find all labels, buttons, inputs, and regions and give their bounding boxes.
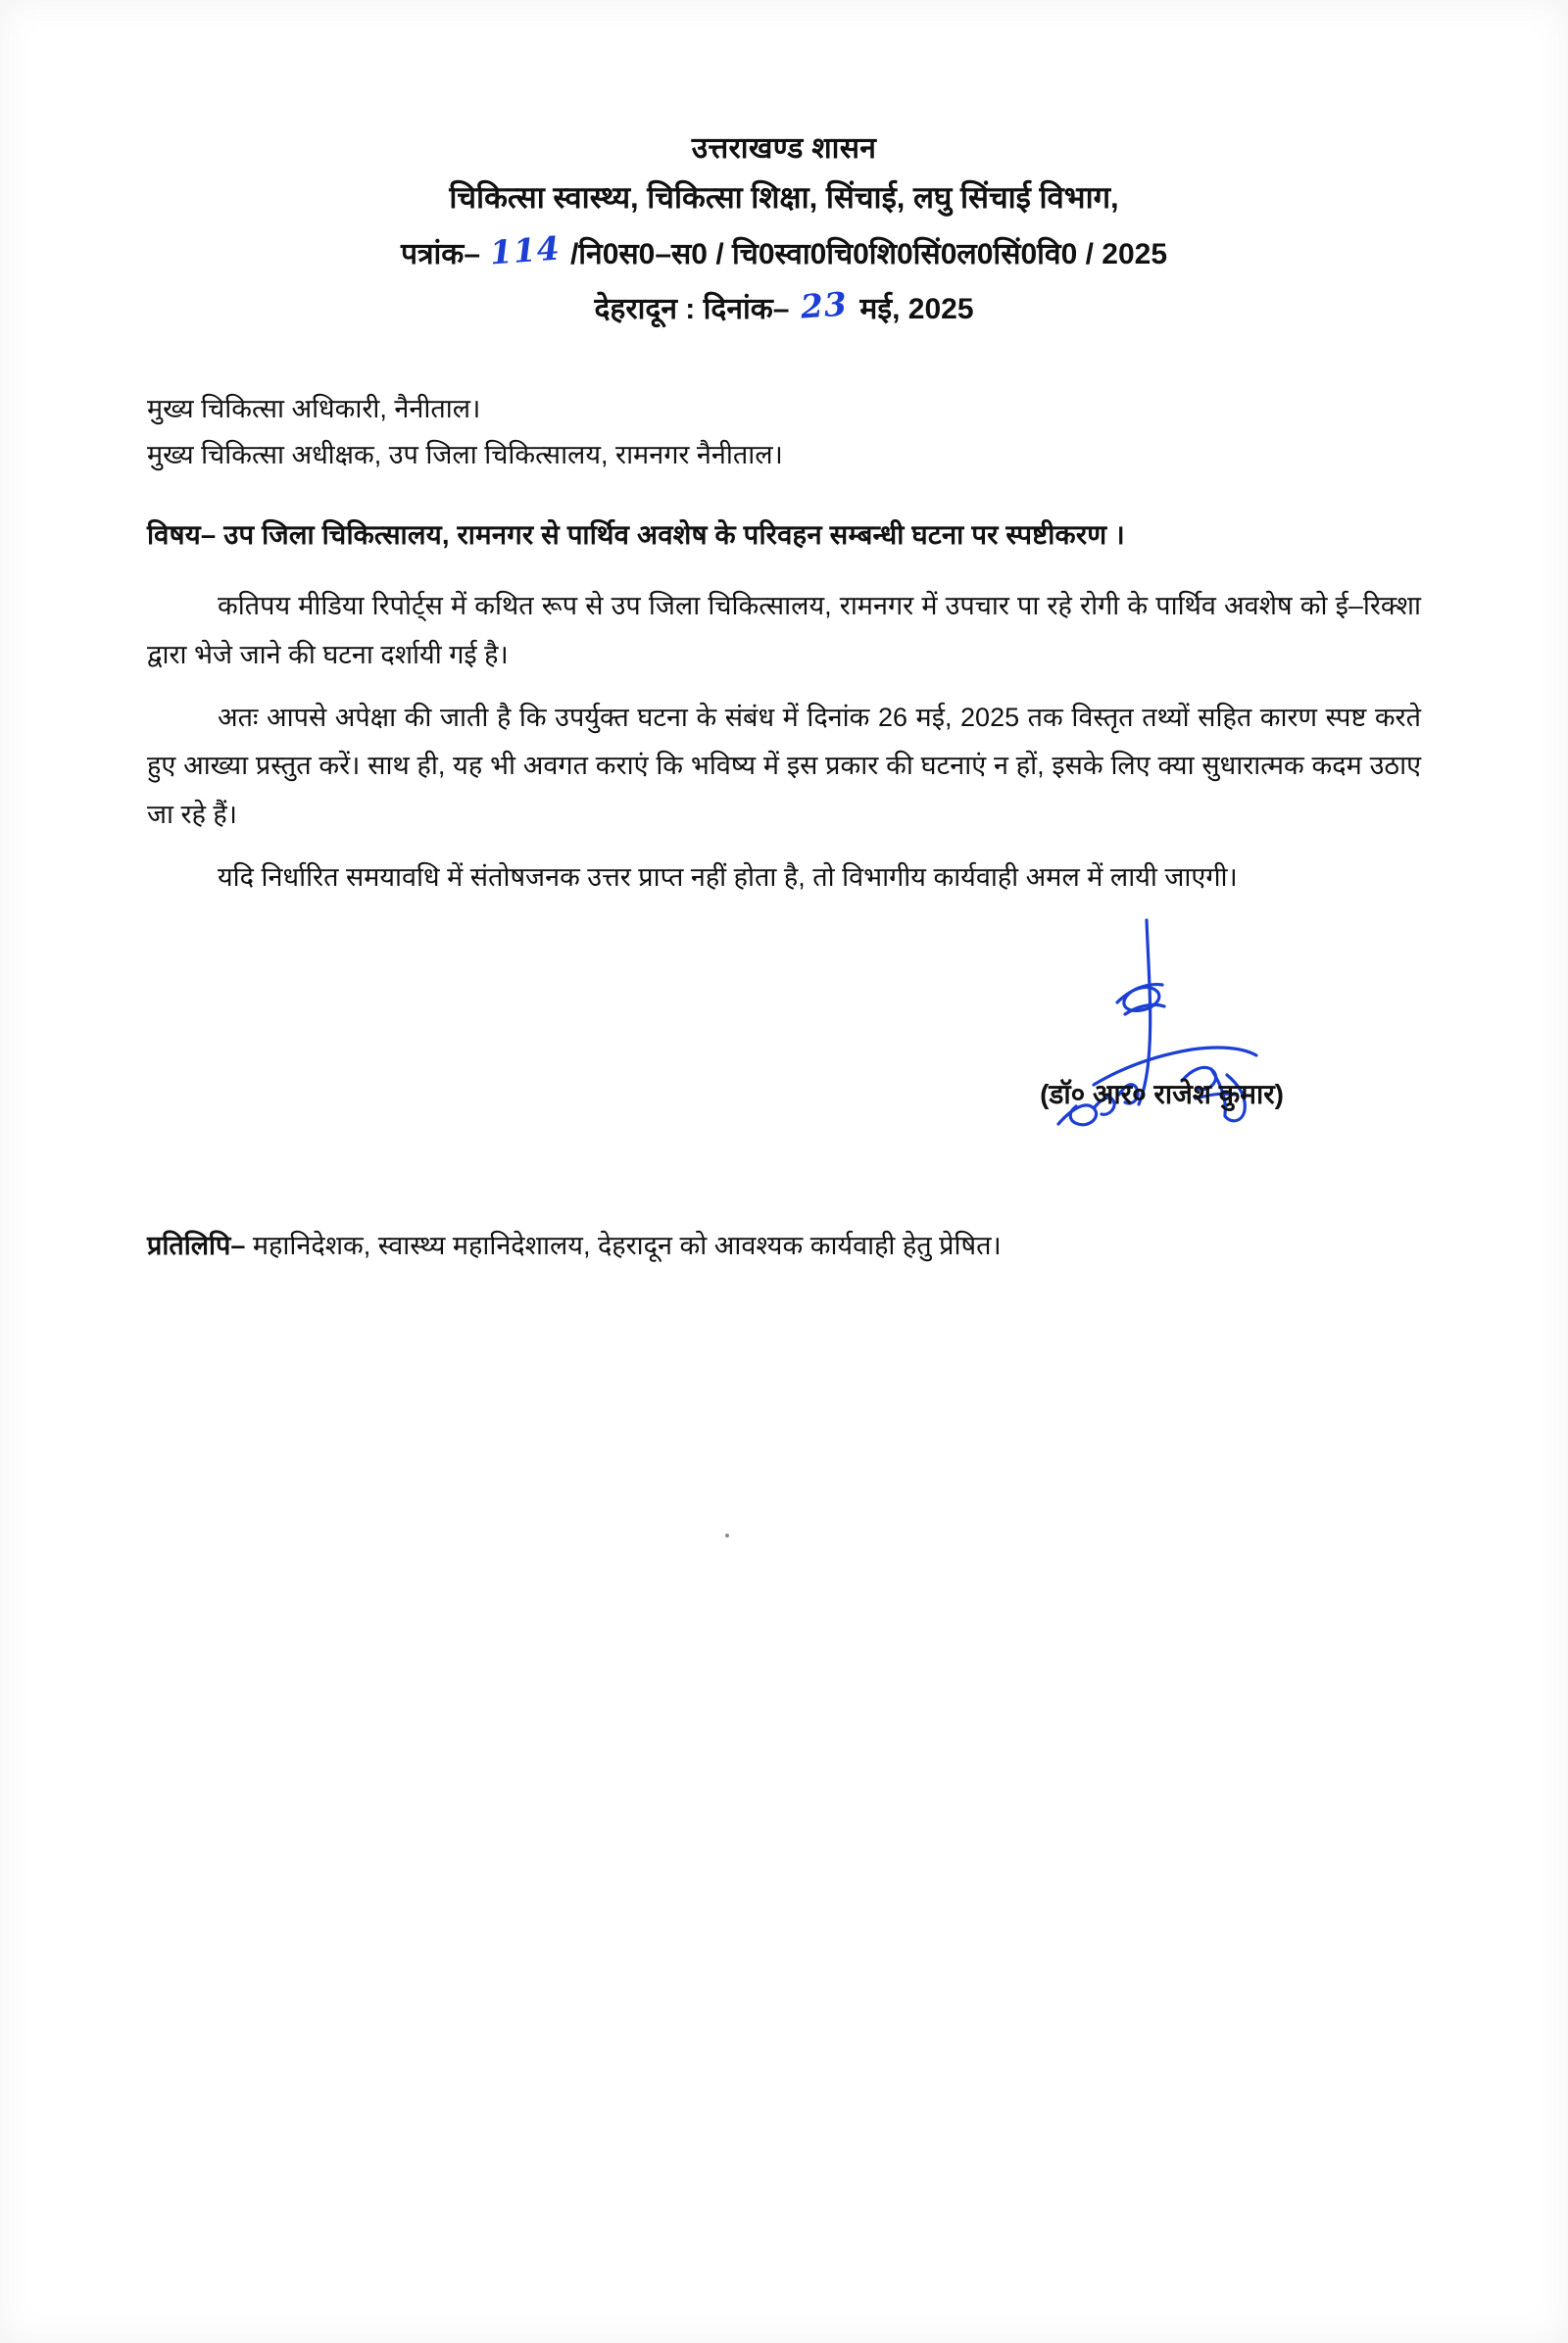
place-date-line xyxy=(147,284,1421,331)
date-handwritten: 23 xyxy=(800,284,850,326)
copy-to-line xyxy=(147,1226,1421,1262)
department-name: चिकित्सा स्वास्थ्य, चिकित्सा शिक्षा, सिंचाई, लघु सिंचाई विभाग, xyxy=(449,179,1119,215)
body-paragraph: अतः आपसे अपेक्षा की जाती है कि उपर्युक्त घटना के संबंध में दिनांक 26 मई, 2025 तक विस्तृत तथ्यों सहित कारण स्पष्ट करते हुए आख्या प्रस्तुत करें। साथ ही, यह भी अवगत कराएं कि भविष्य में इस प्रकार की घटनाएं न हों, इसके लिए क्या सुधारात्मक कदम उठाए जा रहे हैं। xyxy=(147,702,1421,830)
letterhead xyxy=(147,127,1421,331)
body-paragraph: कतिपय मीडिया रिपोर्ट्स में कथित रूप से उप जिला चिकित्सालय, रामनगर में उपचार पा रहे रोगी के पार्थिव अवशेष को ई–रिक्शा द्वारा भेजे जाने की घटना दर्शायी गई है। xyxy=(147,590,1421,669)
scan-artifact-dot xyxy=(725,1534,729,1538)
government-name: उत्तराखण्ड शासन xyxy=(691,132,877,165)
addressee-line: मुख्य चिकित्सा अधीक्षक, उप जिला चिकित्सालय, रामनगर नैनीताल। xyxy=(147,440,783,470)
document-content xyxy=(147,127,1421,1262)
subject-line: विषय– उप जिला चिकित्सालय, रामनगर से पार्थिव अवशेष के परिवहन सम्बन्धी घटना पर स्पष्टीकरण । xyxy=(147,518,1125,550)
place-date-label: देहरादून : दिनांक– xyxy=(594,293,790,326)
letter-number-rest: /नि0स0–स0 / चि0स्वा0चि0शि0सिं0ल0सिं0वि0 / 2025 xyxy=(569,238,1168,271)
signatory-name: (डॉ० आर० राजेश कुमार) xyxy=(1040,1079,1284,1110)
copy-to-label: प्रतिलिपि– xyxy=(147,1231,246,1261)
copy-to-text: महानिदेशक, स्वास्थ्य महानिदेशालय, देहरादून को आवश्यक कार्यवाही हेतु प्रेषित। xyxy=(252,1231,1002,1261)
addressee-line: मुख्य चिकित्सा अधिकारी, नैनीताल। xyxy=(147,394,481,424)
letter-number-handwritten: 114 xyxy=(488,228,563,272)
body-paragraph: यदि निर्धारित समयावधि में संतोषजनक उत्तर प्राप्त नहीं होता है, तो विभागीय कार्यवाही अमल में लायी जाएगी। xyxy=(218,862,1238,893)
letter-number-line xyxy=(147,229,1421,276)
signature-block xyxy=(147,1020,1421,1167)
letter-number-label: पत्रांक– xyxy=(400,238,481,271)
signature-ink xyxy=(1000,912,1274,1167)
addressee-block xyxy=(147,386,1421,479)
date-rest: मई, 2025 xyxy=(859,293,974,326)
